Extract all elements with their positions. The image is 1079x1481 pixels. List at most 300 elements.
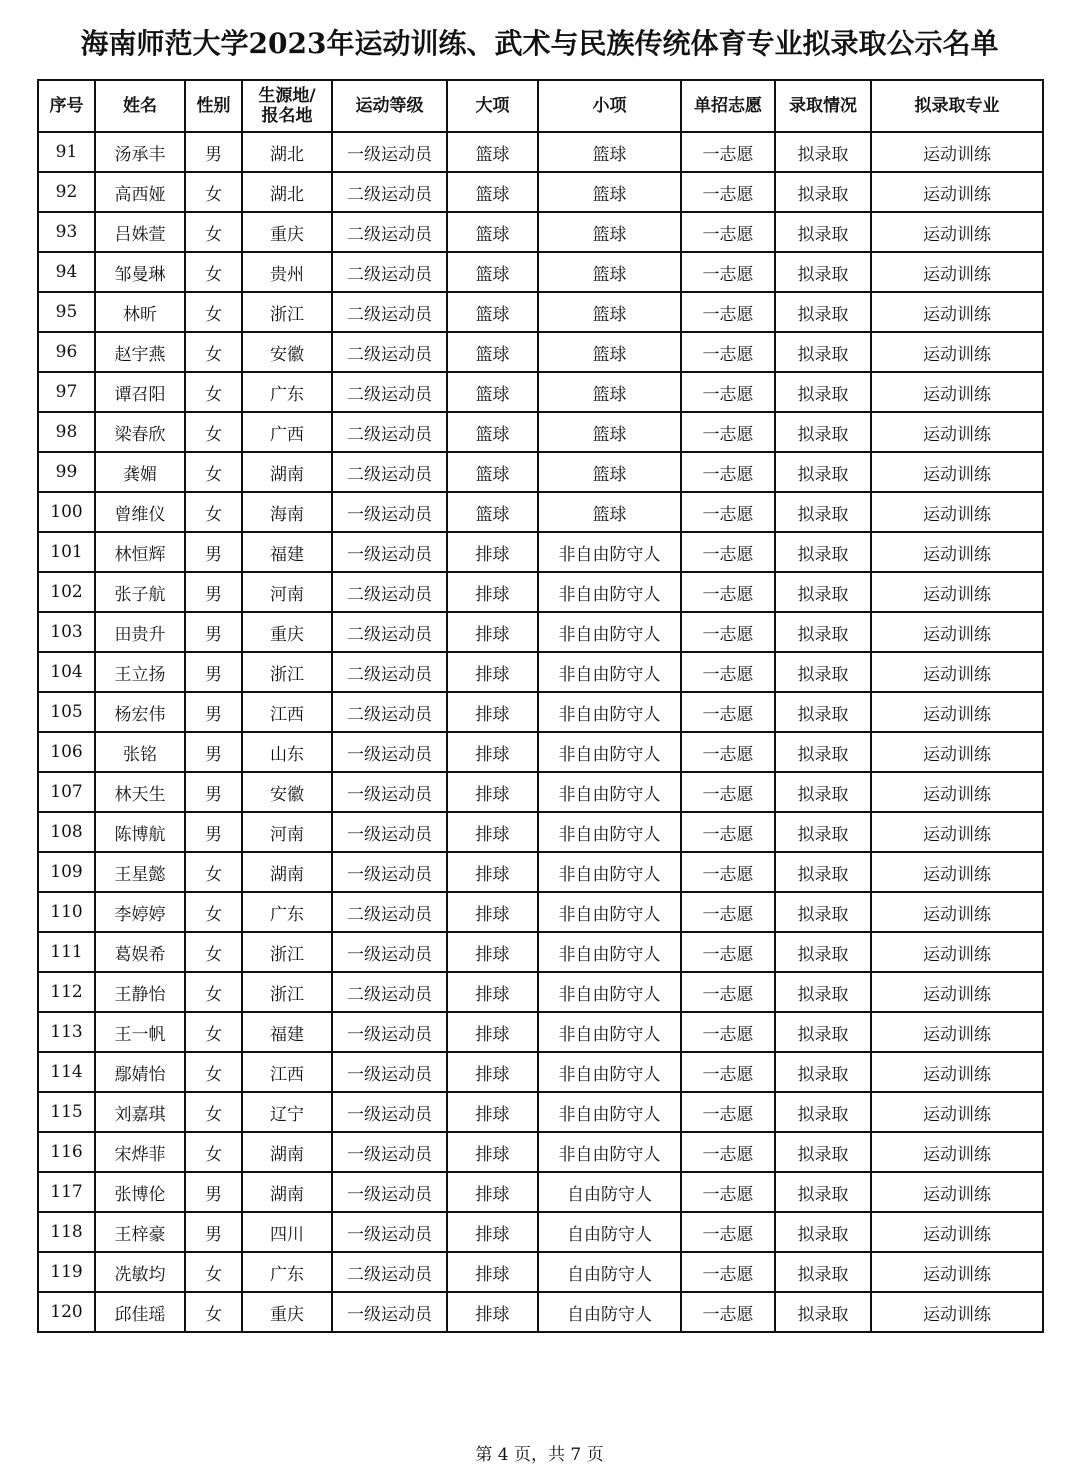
cell-gender: 男	[185, 652, 242, 692]
table-row	[38, 292, 1043, 332]
cell-index: 113	[38, 1012, 95, 1052]
cell-event: 篮球	[538, 332, 681, 372]
cell-sport: 排球	[447, 1012, 538, 1052]
cell-sport: 篮球	[447, 172, 538, 212]
cell-preference: 一志愿	[681, 532, 775, 572]
cell-admission-status: 拟录取	[775, 172, 871, 212]
cell-sport: 排球	[447, 1052, 538, 1092]
cell-sport: 排球	[447, 572, 538, 612]
cell-sport: 篮球	[447, 492, 538, 532]
cell-origin: 山东	[242, 732, 332, 772]
cell-sport: 排球	[447, 1092, 538, 1132]
cell-index: 107	[38, 772, 95, 812]
header-name: 姓名	[95, 80, 185, 132]
cell-sport: 排球	[447, 1292, 538, 1332]
cell-sport: 排球	[447, 1212, 538, 1252]
cell-admission-status: 拟录取	[775, 372, 871, 412]
cell-origin: 安徽	[242, 772, 332, 812]
table-row	[38, 1292, 1043, 1332]
cell-athlete-level: 二级运动员	[332, 212, 447, 252]
cell-athlete-level: 一级运动员	[332, 1132, 447, 1172]
cell-name: 葛娱希	[95, 932, 185, 972]
cell-preference: 一志愿	[681, 172, 775, 212]
cell-name: 汤承丰	[95, 132, 185, 172]
cell-gender: 男	[185, 1212, 242, 1252]
table-row	[38, 852, 1043, 892]
cell-athlete-level: 二级运动员	[332, 292, 447, 332]
cell-index: 112	[38, 972, 95, 1012]
cell-origin: 贵州	[242, 252, 332, 292]
cell-event: 非自由防守人	[538, 572, 681, 612]
cell-name: 王一帆	[95, 1012, 185, 1052]
cell-index: 106	[38, 732, 95, 772]
cell-admission-status: 拟录取	[775, 892, 871, 932]
table-row	[38, 212, 1043, 252]
cell-origin: 浙江	[242, 932, 332, 972]
cell-major: 运动训练	[871, 172, 1043, 212]
table-row	[38, 732, 1043, 772]
table-row	[38, 1252, 1043, 1292]
cell-admission-status: 拟录取	[775, 1172, 871, 1212]
cell-athlete-level: 一级运动员	[332, 852, 447, 892]
cell-gender: 男	[185, 732, 242, 772]
cell-name: 王静怡	[95, 972, 185, 1012]
cell-athlete-level: 二级运动员	[332, 332, 447, 372]
table-row	[38, 252, 1043, 292]
cell-name: 王梓豪	[95, 1212, 185, 1252]
cell-athlete-level: 一级运动员	[332, 532, 447, 572]
table-row	[38, 892, 1043, 932]
cell-athlete-level: 二级运动员	[332, 372, 447, 412]
table-row	[38, 492, 1043, 532]
cell-athlete-level: 二级运动员	[332, 612, 447, 652]
cell-preference: 一志愿	[681, 1172, 775, 1212]
cell-sport: 排球	[447, 1252, 538, 1292]
cell-index: 109	[38, 852, 95, 892]
cell-name: 吕姝萱	[95, 212, 185, 252]
cell-name: 李婷婷	[95, 892, 185, 932]
cell-origin: 四川	[242, 1212, 332, 1252]
cell-athlete-level: 一级运动员	[332, 1052, 447, 1092]
cell-event: 篮球	[538, 252, 681, 292]
cell-index: 105	[38, 692, 95, 732]
header-event: 小项	[538, 80, 681, 132]
cell-gender: 女	[185, 932, 242, 972]
cell-name: 宋烨菲	[95, 1132, 185, 1172]
cell-index: 119	[38, 1252, 95, 1292]
cell-preference: 一志愿	[681, 1052, 775, 1092]
cell-event: 非自由防守人	[538, 772, 681, 812]
cell-name: 张博伦	[95, 1172, 185, 1212]
cell-event: 自由防守人	[538, 1252, 681, 1292]
cell-event: 非自由防守人	[538, 652, 681, 692]
cell-name: 赵宇燕	[95, 332, 185, 372]
table-row	[38, 1172, 1043, 1212]
cell-name: 谭召阳	[95, 372, 185, 412]
cell-admission-status: 拟录取	[775, 612, 871, 652]
cell-preference: 一志愿	[681, 252, 775, 292]
cell-preference: 一志愿	[681, 1132, 775, 1172]
cell-name: 陈博航	[95, 812, 185, 852]
cell-name: 高西娅	[95, 172, 185, 212]
cell-event: 非自由防守人	[538, 732, 681, 772]
table-row	[38, 652, 1043, 692]
cell-name: 张铭	[95, 732, 185, 772]
cell-index: 92	[38, 172, 95, 212]
cell-sport: 排球	[447, 692, 538, 732]
cell-gender: 女	[185, 1012, 242, 1052]
cell-preference: 一志愿	[681, 1292, 775, 1332]
cell-origin: 福建	[242, 1012, 332, 1052]
admission-table	[37, 79, 1044, 1333]
cell-event: 篮球	[538, 412, 681, 452]
cell-gender: 男	[185, 532, 242, 572]
cell-origin: 福建	[242, 532, 332, 572]
cell-sport: 排球	[447, 812, 538, 852]
cell-gender: 女	[185, 1292, 242, 1332]
cell-index: 118	[38, 1212, 95, 1252]
cell-sport: 排球	[447, 1172, 538, 1212]
cell-major: 运动训练	[871, 932, 1043, 972]
cell-sport: 排球	[447, 892, 538, 932]
cell-gender: 男	[185, 772, 242, 812]
cell-preference: 一志愿	[681, 1092, 775, 1132]
cell-index: 101	[38, 532, 95, 572]
cell-name: 邹曼琳	[95, 252, 185, 292]
cell-name: 田贵升	[95, 612, 185, 652]
cell-preference: 一志愿	[681, 652, 775, 692]
cell-preference: 一志愿	[681, 1252, 775, 1292]
cell-origin: 广西	[242, 412, 332, 452]
cell-origin: 湖南	[242, 1172, 332, 1212]
cell-gender: 男	[185, 572, 242, 612]
table-row	[38, 412, 1043, 452]
cell-name: 曾维仪	[95, 492, 185, 532]
table-row	[38, 612, 1043, 652]
cell-major: 运动训练	[871, 692, 1043, 732]
cell-event: 非自由防守人	[538, 812, 681, 852]
table-row	[38, 572, 1043, 612]
cell-admission-status: 拟录取	[775, 292, 871, 332]
cell-origin: 浙江	[242, 292, 332, 332]
cell-event: 篮球	[538, 372, 681, 412]
cell-admission-status: 拟录取	[775, 532, 871, 572]
cell-sport: 篮球	[447, 452, 538, 492]
cell-index: 102	[38, 572, 95, 612]
cell-gender: 男	[185, 612, 242, 652]
cell-gender: 女	[185, 212, 242, 252]
cell-athlete-level: 二级运动员	[332, 452, 447, 492]
cell-event: 自由防守人	[538, 1212, 681, 1252]
header-preference: 单招志愿	[681, 80, 775, 132]
cell-preference: 一志愿	[681, 612, 775, 652]
cell-major: 运动训练	[871, 452, 1043, 492]
cell-index: 99	[38, 452, 95, 492]
cell-name: 王星懿	[95, 852, 185, 892]
cell-preference: 一志愿	[681, 572, 775, 612]
cell-name: 林昕	[95, 292, 185, 332]
cell-major: 运动训练	[871, 612, 1043, 652]
cell-gender: 女	[185, 452, 242, 492]
cell-major: 运动训练	[871, 1252, 1043, 1292]
cell-athlete-level: 二级运动员	[332, 692, 447, 732]
cell-sport: 排球	[447, 972, 538, 1012]
cell-major: 运动训练	[871, 1292, 1043, 1332]
cell-origin: 广东	[242, 372, 332, 412]
header-athlete-level: 运动等级	[332, 80, 447, 132]
cell-origin: 湖南	[242, 452, 332, 492]
cell-gender: 女	[185, 172, 242, 212]
header-index: 序号	[38, 80, 95, 132]
cell-athlete-level: 一级运动员	[332, 772, 447, 812]
cell-event: 篮球	[538, 212, 681, 252]
cell-major: 运动训练	[871, 132, 1043, 172]
cell-origin: 湖北	[242, 172, 332, 212]
cell-athlete-level: 一级运动员	[332, 492, 447, 532]
cell-index: 98	[38, 412, 95, 452]
cell-admission-status: 拟录取	[775, 812, 871, 852]
table-row	[38, 932, 1043, 972]
table-row	[38, 972, 1043, 1012]
cell-preference: 一志愿	[681, 412, 775, 452]
cell-gender: 女	[185, 412, 242, 452]
cell-sport: 篮球	[447, 292, 538, 332]
cell-origin: 浙江	[242, 652, 332, 692]
cell-athlete-level: 二级运动员	[332, 652, 447, 692]
table-row	[38, 812, 1043, 852]
cell-admission-status: 拟录取	[775, 1132, 871, 1172]
cell-preference: 一志愿	[681, 132, 775, 172]
cell-major: 运动训练	[871, 532, 1043, 572]
cell-origin: 安徽	[242, 332, 332, 372]
cell-event: 非自由防守人	[538, 1012, 681, 1052]
cell-name: 冼敏均	[95, 1252, 185, 1292]
cell-sport: 篮球	[447, 412, 538, 452]
cell-index: 100	[38, 492, 95, 532]
cell-event: 非自由防守人	[538, 532, 681, 572]
cell-sport: 排球	[447, 932, 538, 972]
cell-index: 117	[38, 1172, 95, 1212]
cell-major: 运动训练	[871, 652, 1043, 692]
cell-event: 非自由防守人	[538, 972, 681, 1012]
cell-athlete-level: 二级运动员	[332, 172, 447, 212]
cell-event: 非自由防守人	[538, 612, 681, 652]
cell-gender: 女	[185, 852, 242, 892]
cell-origin: 辽宁	[242, 1092, 332, 1132]
cell-preference: 一志愿	[681, 932, 775, 972]
table-row	[38, 1012, 1043, 1052]
table-header-row	[38, 80, 1043, 132]
cell-athlete-level: 一级运动员	[332, 812, 447, 852]
cell-admission-status: 拟录取	[775, 212, 871, 252]
cell-admission-status: 拟录取	[775, 652, 871, 692]
cell-sport: 排球	[447, 732, 538, 772]
cell-event: 非自由防守人	[538, 932, 681, 972]
cell-major: 运动训练	[871, 732, 1043, 772]
cell-major: 运动训练	[871, 1132, 1043, 1172]
table-row	[38, 172, 1043, 212]
table-row	[38, 1132, 1043, 1172]
cell-major: 运动训练	[871, 212, 1043, 252]
cell-sport: 排球	[447, 532, 538, 572]
cell-index: 114	[38, 1052, 95, 1092]
cell-admission-status: 拟录取	[775, 332, 871, 372]
cell-preference: 一志愿	[681, 692, 775, 732]
cell-index: 91	[38, 132, 95, 172]
cell-event: 自由防守人	[538, 1292, 681, 1332]
cell-index: 108	[38, 812, 95, 852]
table-row	[38, 452, 1043, 492]
cell-preference: 一志愿	[681, 812, 775, 852]
cell-admission-status: 拟录取	[775, 1292, 871, 1332]
cell-gender: 女	[185, 492, 242, 532]
cell-event: 非自由防守人	[538, 892, 681, 932]
cell-athlete-level: 一级运动员	[332, 132, 447, 172]
cell-sport: 排球	[447, 652, 538, 692]
cell-athlete-level: 二级运动员	[332, 572, 447, 612]
cell-major: 运动训练	[871, 1012, 1043, 1052]
cell-preference: 一志愿	[681, 1012, 775, 1052]
cell-preference: 一志愿	[681, 492, 775, 532]
cell-major: 运动训练	[871, 852, 1043, 892]
cell-major: 运动训练	[871, 252, 1043, 292]
cell-name: 龚媚	[95, 452, 185, 492]
cell-event: 篮球	[538, 452, 681, 492]
cell-event: 非自由防守人	[538, 1092, 681, 1132]
cell-origin: 江西	[242, 692, 332, 732]
cell-sport: 排球	[447, 612, 538, 652]
table-row	[38, 1212, 1043, 1252]
cell-admission-status: 拟录取	[775, 492, 871, 532]
cell-athlete-level: 二级运动员	[332, 1252, 447, 1292]
cell-athlete-level: 二级运动员	[332, 892, 447, 932]
cell-admission-status: 拟录取	[775, 772, 871, 812]
header-major: 拟录取专业	[871, 80, 1043, 132]
cell-origin: 重庆	[242, 212, 332, 252]
cell-index: 93	[38, 212, 95, 252]
cell-admission-status: 拟录取	[775, 252, 871, 292]
cell-event: 非自由防守人	[538, 1052, 681, 1092]
cell-sport: 排球	[447, 1132, 538, 1172]
cell-admission-status: 拟录取	[775, 1012, 871, 1052]
cell-major: 运动训练	[871, 492, 1043, 532]
cell-origin: 浙江	[242, 972, 332, 1012]
cell-event: 非自由防守人	[538, 1132, 681, 1172]
cell-major: 运动训练	[871, 892, 1043, 932]
cell-gender: 女	[185, 332, 242, 372]
cell-gender: 女	[185, 372, 242, 412]
cell-name: 梁春欣	[95, 412, 185, 452]
page-title: 海南师范大学2023年运动训练、武术与民族传统体育专业拟录取公示名单	[80, 27, 999, 60]
cell-index: 111	[38, 932, 95, 972]
cell-preference: 一志愿	[681, 212, 775, 252]
cell-origin: 河南	[242, 572, 332, 612]
cell-origin: 重庆	[242, 1292, 332, 1332]
cell-athlete-level: 一级运动员	[332, 1092, 447, 1132]
cell-admission-status: 拟录取	[775, 692, 871, 732]
header-origin: 生源地/ 报名地	[242, 80, 332, 132]
cell-origin: 湖南	[242, 852, 332, 892]
cell-index: 116	[38, 1132, 95, 1172]
cell-gender: 女	[185, 1132, 242, 1172]
cell-major: 运动训练	[871, 332, 1043, 372]
table-row	[38, 692, 1043, 732]
cell-sport: 排球	[447, 772, 538, 812]
table-row	[38, 372, 1043, 412]
cell-name: 鄢婧怡	[95, 1052, 185, 1092]
cell-gender: 男	[185, 812, 242, 852]
cell-sport: 排球	[447, 852, 538, 892]
cell-index: 110	[38, 892, 95, 932]
cell-preference: 一志愿	[681, 852, 775, 892]
header-sport: 大项	[447, 80, 538, 132]
cell-origin: 海南	[242, 492, 332, 532]
cell-gender: 女	[185, 892, 242, 932]
cell-preference: 一志愿	[681, 372, 775, 412]
cell-major: 运动训练	[871, 1212, 1043, 1252]
cell-origin: 广东	[242, 1252, 332, 1292]
cell-admission-status: 拟录取	[775, 732, 871, 772]
cell-sport: 篮球	[447, 212, 538, 252]
cell-sport: 篮球	[447, 252, 538, 292]
cell-preference: 一志愿	[681, 452, 775, 492]
cell-origin: 重庆	[242, 612, 332, 652]
cell-gender: 女	[185, 972, 242, 1012]
cell-major: 运动训练	[871, 292, 1043, 332]
cell-admission-status: 拟录取	[775, 1092, 871, 1132]
cell-admission-status: 拟录取	[775, 1052, 871, 1092]
cell-index: 103	[38, 612, 95, 652]
cell-sport: 篮球	[447, 372, 538, 412]
cell-name: 邱佳瑶	[95, 1292, 185, 1332]
cell-index: 96	[38, 332, 95, 372]
cell-preference: 一志愿	[681, 1212, 775, 1252]
cell-origin: 江西	[242, 1052, 332, 1092]
cell-admission-status: 拟录取	[775, 452, 871, 492]
cell-athlete-level: 一级运动员	[332, 932, 447, 972]
cell-event: 篮球	[538, 132, 681, 172]
cell-event: 篮球	[538, 292, 681, 332]
cell-name: 刘嘉琪	[95, 1092, 185, 1132]
cell-gender: 女	[185, 252, 242, 292]
table-row	[38, 1092, 1043, 1132]
cell-origin: 河南	[242, 812, 332, 852]
cell-origin: 湖南	[242, 1132, 332, 1172]
cell-gender: 男	[185, 1172, 242, 1212]
cell-admission-status: 拟录取	[775, 572, 871, 612]
cell-major: 运动训练	[871, 1052, 1043, 1092]
cell-name: 王立扬	[95, 652, 185, 692]
cell-sport: 篮球	[447, 132, 538, 172]
cell-event: 篮球	[538, 172, 681, 212]
cell-event: 非自由防守人	[538, 692, 681, 732]
header-gender: 性别	[185, 80, 242, 132]
cell-preference: 一志愿	[681, 772, 775, 812]
cell-event: 篮球	[538, 492, 681, 532]
cell-major: 运动训练	[871, 572, 1043, 612]
cell-major: 运动训练	[871, 972, 1043, 1012]
header-admission-status: 录取情况	[775, 80, 871, 132]
cell-index: 97	[38, 372, 95, 412]
cell-athlete-level: 一级运动员	[332, 1172, 447, 1212]
table-row	[38, 332, 1043, 372]
cell-preference: 一志愿	[681, 332, 775, 372]
cell-major: 运动训练	[871, 412, 1043, 452]
cell-major: 运动训练	[871, 772, 1043, 812]
cell-preference: 一志愿	[681, 732, 775, 772]
cell-major: 运动训练	[871, 1172, 1043, 1212]
cell-origin: 广东	[242, 892, 332, 932]
